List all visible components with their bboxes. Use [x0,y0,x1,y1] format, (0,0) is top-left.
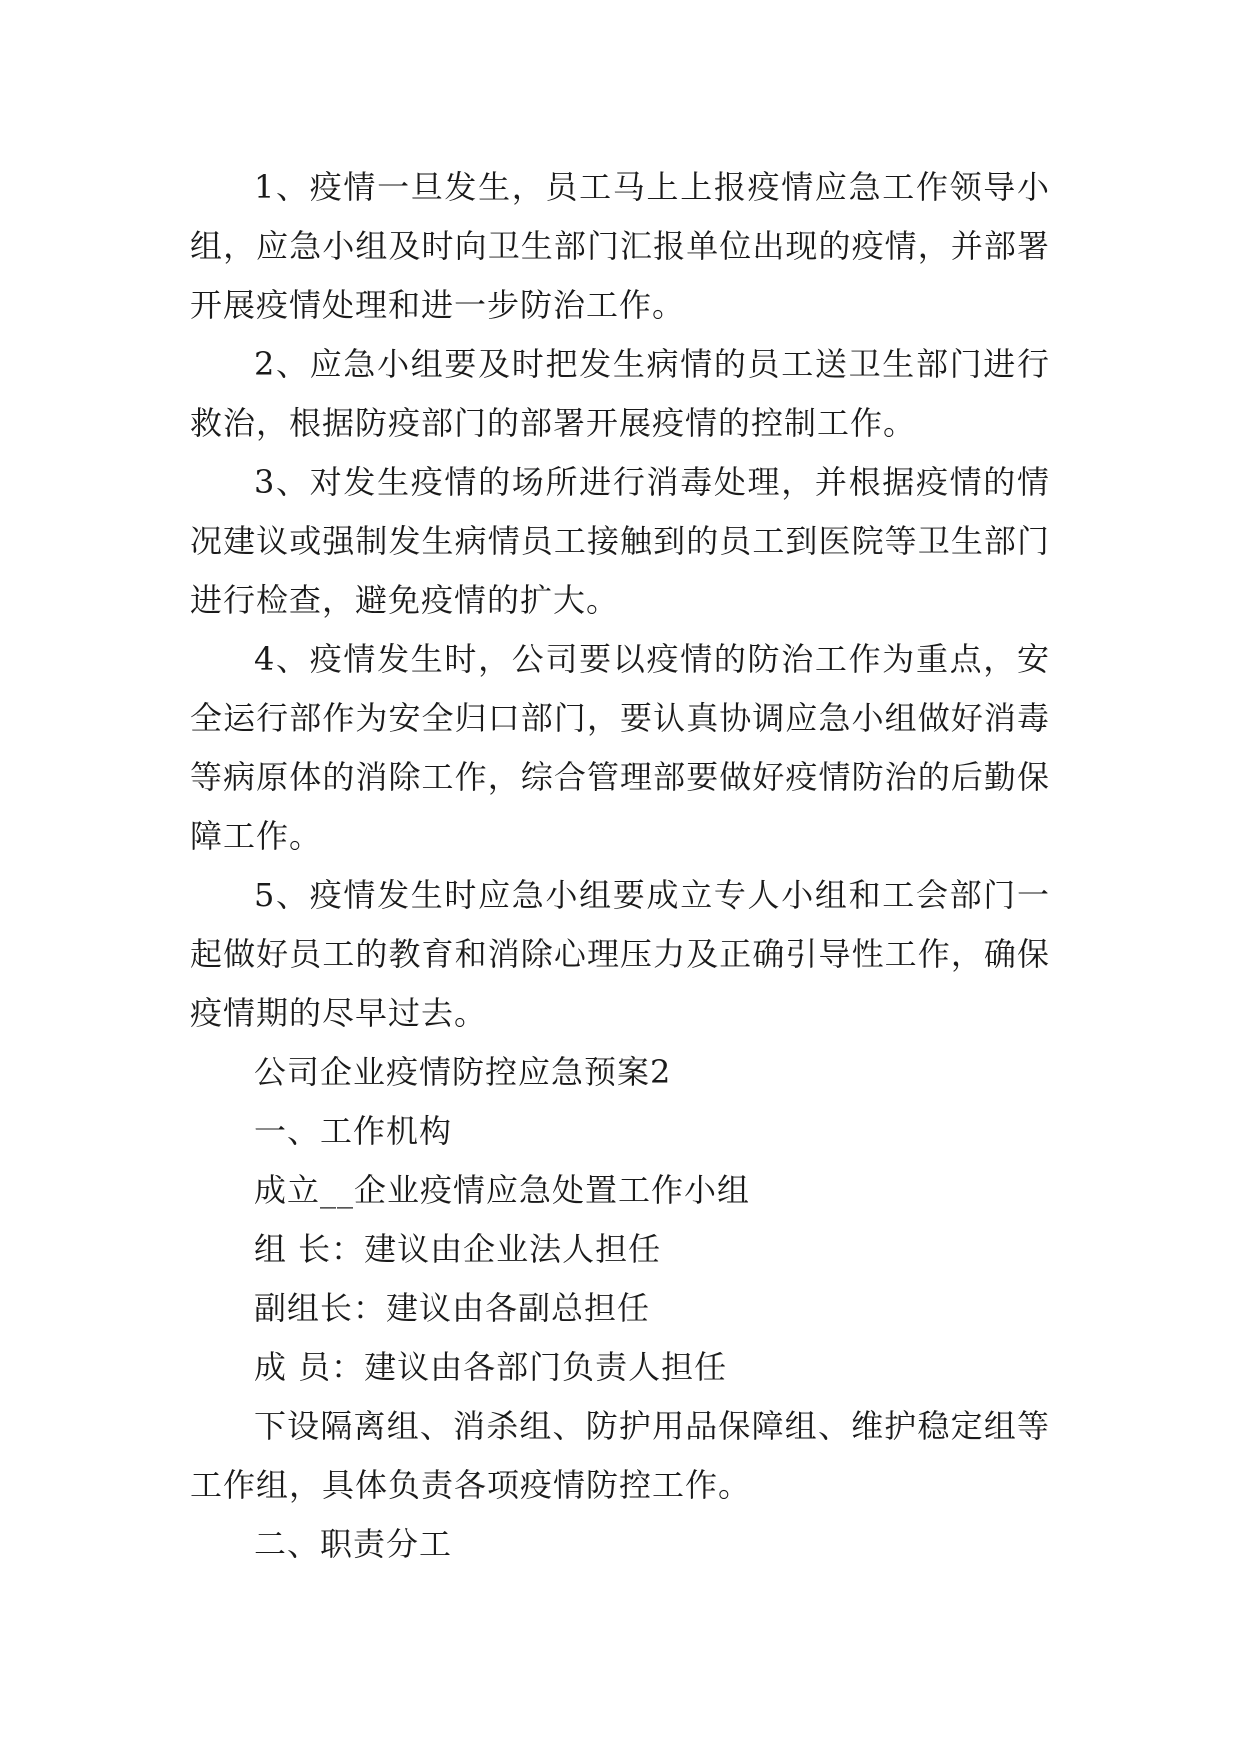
paragraph-item-4: 4、疫情发生时，公司要以疫情的防治工作为重点，安全运行部作为安全归口部门，要认真协调应急小组做好消毒等病原体的消除工作，综合管理部要做好疫情防治的后勤保障工作。 [190,640,1050,855]
role-members: 成 员：建议由各部门负责人担任 [254,1348,728,1386]
section-title: 公司企业疫情防控应急预案2 [254,1053,672,1091]
paragraph-item-1: 1、疫情一旦发生，员工马上上报疫情应急工作领导小组，应急小组及时向卫生部门汇报单位出现的疫情，并部署开展疫情处理和进一步防治工作。 [190,168,1050,324]
role-deputy-leader: 副组长：建议由各副总担任 [254,1289,651,1327]
paragraph-item-3: 3、对发生疫情的场所进行消毒处理，并根据疫情的情况建议或强制发生病情员工接触到的员工到医院等卫生部门进行检查，避免疫情的扩大。 [190,463,1050,619]
paragraph-item-2: 2、应急小组要及时把发生病情的员工送卫生部门进行救治，根据防疫部门的部署开展疫情的控制工作。 [190,345,1050,442]
role-group-leader: 组 长：建议由企业法人担任 [254,1230,662,1268]
heading-work-organization: 一、工作机构 [254,1112,453,1150]
document-page [190,158,1050,1574]
paragraph-item-5: 5、疫情发生时应急小组要成立专人小组和工会部门一起做好员工的教育和消除心理压力及正确引导性工作，确保疫情期的尽早过去。 [190,876,1050,1032]
paragraph-subgroups: 下设隔离组、消杀组、防护用品保障组、维护稳定组等工作组，具体负责各项疫情防控工作。 [190,1407,1050,1504]
paragraph-establish-group: 成立__企业疫情应急处置工作小组 [254,1171,751,1209]
heading-responsibilities: 二、职责分工 [254,1525,453,1563]
